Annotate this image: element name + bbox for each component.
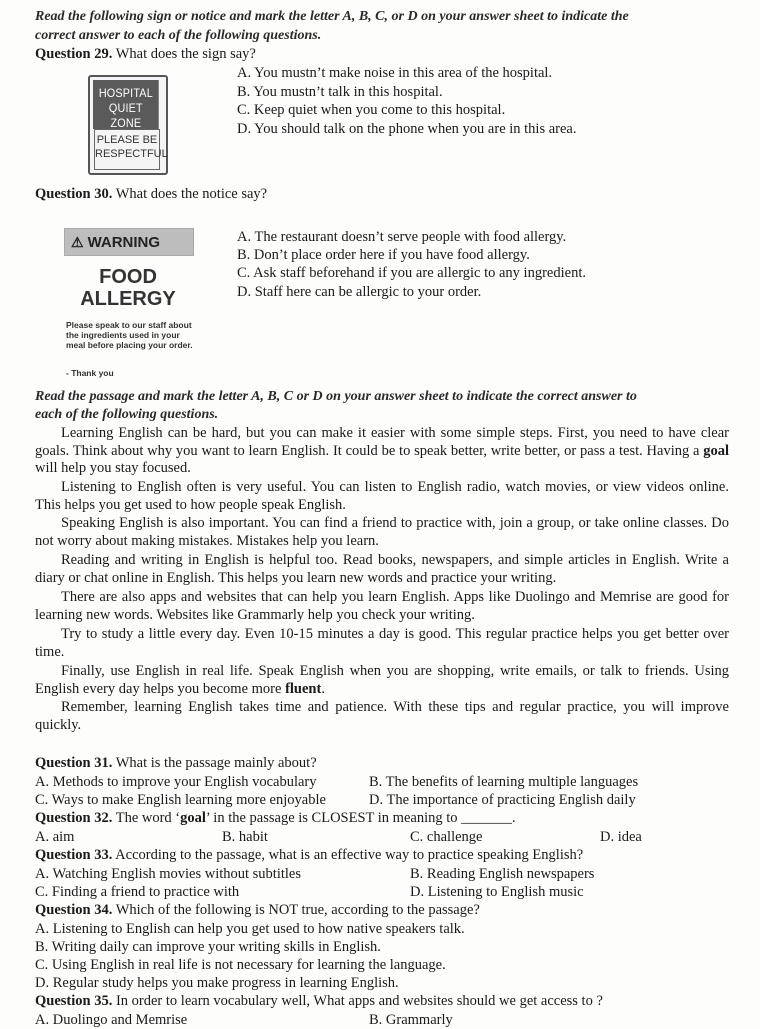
paragraph-text: Listening to English often is very useful. You can listen to English radio, watch movies, or view videos online. This helps you get used to how people speak English.: [35, 479, 729, 513]
notice-title: [64, 266, 192, 310]
paragraph-text: will help you stay focused.: [35, 460, 191, 476]
option-35b[interactable]: B. Grammarly: [369, 1012, 453, 1028]
highlighted-word: fluent: [285, 680, 322, 697]
option-33b[interactable]: B. Reading English newspapers: [410, 866, 595, 882]
option-32a[interactable]: A. aim: [35, 829, 75, 845]
paragraph-text: Try to study a little every day. Even 10-15 minutes a day is good. This regular practice helps you get better over time.: [35, 626, 729, 660]
sign-text: PLEASE BE: [96, 134, 158, 146]
question-number: Question 32.: [35, 810, 113, 826]
paragraph-text: Speaking English is also important. You can find a friend to practice with, join a group, or take online classes. Do not worry about making mistakes. Mistakes help you learn.: [35, 515, 729, 549]
warning-icon: ⚠: [71, 234, 84, 250]
question-29: [35, 46, 256, 63]
sign-header: [93, 80, 159, 129]
option-32b[interactable]: B. habit: [222, 829, 268, 845]
paragraph-text: Finally, use English in real life. Speak English when you are shopping, write emails, or talk to friends. Using English every day helps you become more: [35, 663, 729, 697]
sign-text: QUIET ZONE: [108, 101, 143, 130]
question-30: [35, 186, 267, 203]
question-number: Question 34.: [35, 902, 113, 918]
option-29a[interactable]: A. You mustn’t make noise in this area of the hospital.: [237, 65, 553, 81]
question-text: According to the passage, what is an effective way to practice speaking English?: [115, 847, 584, 863]
highlighted-word: goal: [180, 810, 206, 826]
question-35: [35, 993, 603, 1010]
question-number: Question 29.: [35, 46, 113, 62]
notice-title-line: ALLERGY: [80, 288, 176, 310]
question-text: The word ‘: [115, 810, 181, 826]
passage-paragraph: [35, 626, 729, 661]
question-text: ’ in the passage is CLOSEST in meaning to _______.: [205, 810, 516, 826]
passage-paragraph: [35, 589, 729, 624]
question-text: What does the sign say?: [115, 46, 256, 62]
option-32c[interactable]: C. challenge: [410, 829, 483, 845]
question-32: [35, 810, 516, 827]
warning-label: WARNING: [87, 234, 161, 251]
paragraph-text: Learning English can be hard, but you can make it easier with some simple steps. First, you need to have clear goals. Think about why you want to learn English. It could be to speak better, write better, or pass a test. Having a: [35, 425, 729, 459]
question-33: [35, 847, 583, 864]
passage-paragraph: [35, 515, 729, 550]
notice-body: Please speak to our staff about the ingredients used in your meal before placing your order.: [66, 320, 193, 350]
question-31: [35, 755, 317, 772]
option-33c[interactable]: C. Finding a friend to practice with: [35, 884, 240, 900]
highlighted-word: goal: [703, 442, 729, 459]
option-30c[interactable]: C. Ask staff beforehand if you are allergic to any ingredient.: [237, 265, 586, 281]
option-32d[interactable]: D. idea: [600, 829, 642, 845]
option-30b[interactable]: B. Don’t place order here if you have food allergy.: [237, 247, 530, 263]
passage-paragraph: [35, 699, 729, 734]
option-29b[interactable]: B. You mustn’t talk in this hospital.: [237, 84, 443, 100]
sign-footer: [94, 129, 168, 170]
option-34d[interactable]: D. Regular study helps you make progress in learning English.: [35, 975, 399, 991]
option-33d[interactable]: D. Listening to English music: [410, 884, 584, 900]
option-31a[interactable]: A. Methods to improve your English vocabulary: [35, 774, 317, 790]
hospital-quiet-zone-sign: [88, 75, 168, 175]
question-34: [35, 902, 480, 919]
option-33a[interactable]: A. Watching English movies without subtitles: [35, 866, 301, 882]
instruction-line-1: Read the following sign or notice and mark the letter A, B, C, or D on your answer sheet to indicate the: [35, 9, 629, 24]
option-34a[interactable]: A. Listening to English can help you get used to how native speakers talk.: [35, 921, 465, 937]
option-29d[interactable]: D. You should talk on the phone when you are in this area.: [237, 121, 577, 137]
question-text: Which of the following is NOT true, according to the passage?: [115, 902, 480, 918]
notice-thanks: - Thank you: [66, 368, 114, 378]
passage-paragraph: [35, 663, 729, 698]
option-35a[interactable]: A. Duolingo and Memrise: [35, 1012, 188, 1028]
option-30d[interactable]: D. Staff here can be allergic to your order.: [237, 284, 482, 300]
option-30a[interactable]: A. The restaurant doesn’t serve people with food allergy.: [237, 229, 567, 245]
passage-paragraph: [35, 479, 729, 514]
question-number: Question 31.: [35, 755, 113, 771]
question-number: Question 30.: [35, 186, 113, 202]
instruction-line-2: correct answer to each of the following questions.: [35, 28, 322, 43]
paragraph-text: There are also apps and websites that can help you learn English. Apps like Duolingo and Memrise are good for learning new words. Websites like Grammarly help you check your writing.: [35, 589, 729, 623]
notice-title-line: FOOD: [99, 266, 157, 288]
question-text: What is the passage mainly about?: [115, 755, 317, 771]
option-34b[interactable]: B. Writing daily can improve your writing skills in English.: [35, 939, 381, 955]
question-text: In order to learn vocabulary well, What apps and websites should we get access to ?: [115, 993, 603, 1009]
option-34c[interactable]: C. Using English in real life is not necessary for learning the language.: [35, 957, 446, 973]
sign-text: RESPECTFUL: [95, 148, 168, 160]
option-31c[interactable]: C. Ways to make English learning more enjoyable: [35, 792, 326, 808]
option-31b[interactable]: B. The benefits of learning multiple languages: [369, 774, 639, 790]
warning-banner: [64, 228, 194, 256]
question-number: Question 33.: [35, 847, 113, 863]
passage-paragraph: [35, 425, 729, 478]
instruction-line-3: Read the passage and mark the letter A, B, C or D on your answer sheet to indicate the correct answer to: [35, 389, 637, 404]
option-31d[interactable]: D. The importance of practicing English daily: [369, 792, 636, 808]
paragraph-text: Remember, learning English takes time and patience. With these tips and regular practice, you will improve quickly.: [35, 699, 729, 733]
question-number: Question 35.: [35, 993, 113, 1009]
sign-text: HOSPITAL: [98, 86, 153, 100]
paragraph-text: .: [321, 680, 325, 697]
food-allergy-notice: [64, 228, 194, 378]
question-text: What does the notice say?: [115, 186, 268, 202]
instruction-line-4: each of the following questions.: [35, 407, 219, 422]
passage-paragraph: [35, 552, 729, 587]
option-29c[interactable]: C. Keep quiet when you come to this hospital.: [237, 102, 506, 118]
paragraph-text: Reading and writing in English is helpful too. Read books, newspapers, and simple articles in English. Write a diary or chat online in English. This helps you learn new words and practice your writing.: [35, 552, 729, 586]
